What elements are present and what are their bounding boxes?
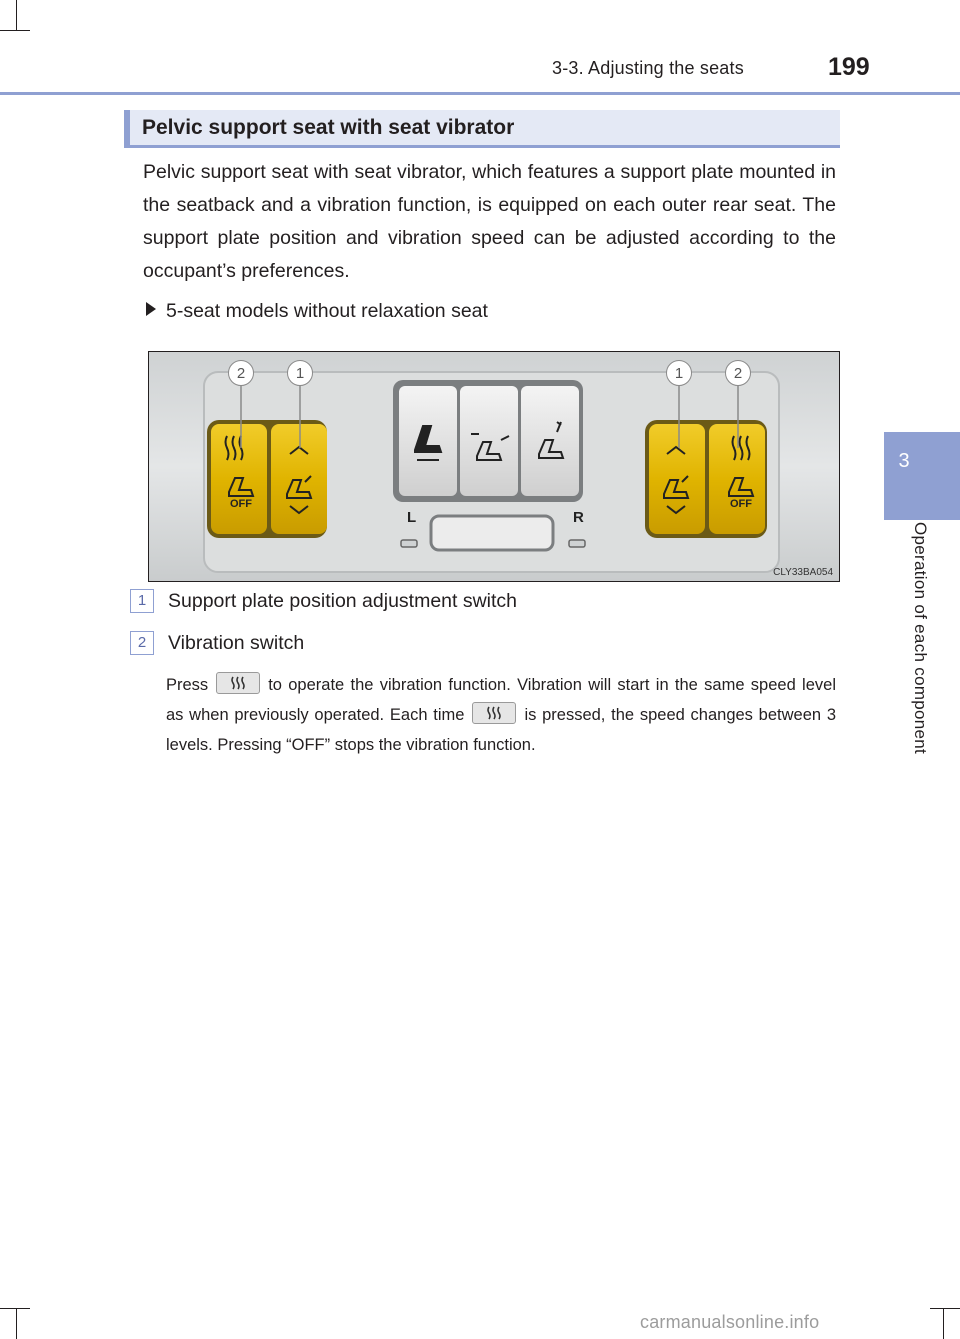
callout-2-right: 2 [725, 360, 751, 386]
note-text-2: to operate the vibration function. Vibration will start in the same speed level as when previously operated. Each time [166, 676, 836, 724]
callout-1-left: 1 [287, 360, 313, 386]
note-text-3: is pressed, the speed changes between 3 levels. Pressing “OFF” stops the vibration function. [166, 706, 837, 754]
crop-mark [0, 1308, 30, 1309]
off-label-left: OFF [230, 498, 252, 510]
chapter-tab[interactable] [884, 432, 960, 520]
switch-panel-illustration [149, 352, 840, 582]
left-label: L [407, 509, 417, 526]
intro-paragraph: Pelvic support seat with seat vibrator, which features a support plate mounted in the seatback and a vibration function, is equipped on each outer rear seat. The support plate position and vibration speed can be adjusted according to the occupant’s preferences. [143, 161, 836, 282]
model-bullet [146, 300, 488, 323]
legend-label: Support plate position adjustment switch [168, 590, 518, 612]
crop-mark [16, 0, 17, 30]
chapter-number: 3 [898, 450, 910, 472]
legend-item-1 [130, 589, 517, 613]
right-label: R [573, 509, 584, 526]
callout-1-right: 1 [666, 360, 692, 386]
switch-panel-figure [148, 351, 840, 582]
crop-mark [930, 1308, 960, 1309]
bullet-text: 5-seat models without relaxation seat [166, 300, 488, 322]
crop-mark [16, 1309, 17, 1339]
vibration-note [166, 670, 836, 760]
header-rule [0, 92, 960, 95]
note-text-1: Press [166, 676, 209, 694]
vibration-button-icon [472, 702, 516, 724]
section-title: Pelvic support seat with seat vibrator [142, 116, 515, 139]
callout-2-left: 2 [228, 360, 254, 386]
legend-item-2 [130, 631, 304, 655]
vibration-button-icon [216, 672, 260, 694]
figure-code: CLY33BA054 [773, 567, 833, 578]
page-number: 199 [828, 53, 870, 81]
legend-label: Vibration switch [168, 632, 305, 654]
crop-mark [0, 30, 30, 31]
section-header-label: 3-3. Adjusting the seats [552, 58, 744, 78]
bullet-triangle-icon [146, 302, 156, 316]
seat-slide-switch[interactable] [399, 386, 457, 496]
section-heading [124, 110, 840, 148]
legend-number: 2 [130, 631, 154, 655]
legend-number: 1 [130, 589, 154, 613]
heading-accent-bar [124, 110, 130, 145]
crop-mark [943, 1309, 944, 1339]
watermark: carmanualsonline.info [640, 1312, 820, 1332]
off-label-right: OFF [730, 498, 752, 510]
chapter-title: Operation of each component [911, 522, 930, 755]
